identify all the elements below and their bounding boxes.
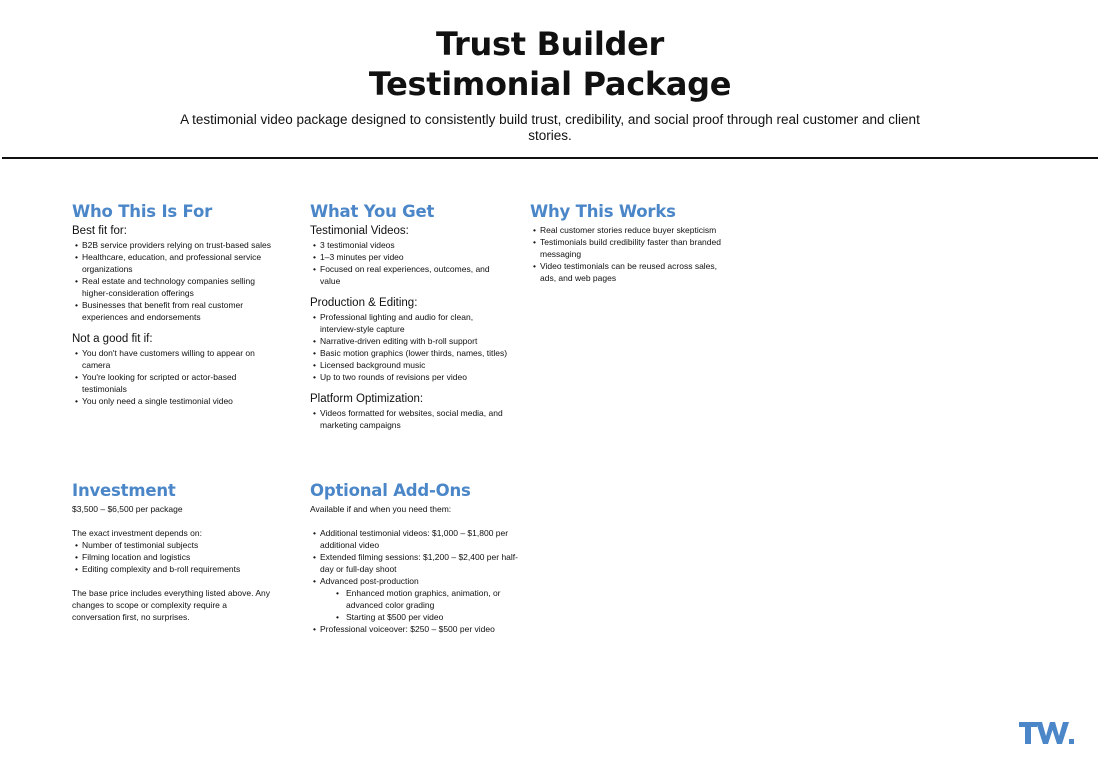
list-item: • Up to two rounds of revisions per video (310, 371, 510, 383)
list-item: • Filming location and logistics (72, 551, 277, 563)
addons-intro: Available if and when you need them: (310, 504, 452, 514)
list-item: • Professional lighting and audio for clean, interview-style capture (310, 311, 510, 335)
spacer (72, 515, 277, 527)
list-item: • Testimonials build credibility faster than branded messaging (530, 236, 735, 260)
section-heading: Why This Works (530, 202, 676, 221)
price-range: $3,500 – $6,500 per package (72, 504, 183, 514)
videos-label: Testimonial Videos: (310, 225, 409, 237)
list-item: • Number of testimonial subjects (72, 539, 277, 551)
list-item: • Additional testimonial videos: $1,000 – $1,800 per additional video (310, 527, 520, 551)
list-item: • Advanced post-production (310, 575, 520, 587)
list-item: • 1–3 minutes per video (310, 251, 510, 263)
production-list (310, 311, 510, 383)
list-item: • You're looking for scripted or actor-based testimonials (72, 371, 277, 395)
best-fit-label: Best fit for: (72, 225, 127, 237)
list-item: • Narrative-driven editing with b-roll support (310, 335, 510, 347)
section-heading: Who This Is For (72, 202, 213, 221)
addons-sublist (310, 587, 520, 623)
title-line-1: Trust Builder (436, 25, 664, 63)
not-fit-label: Not a good fit if: (72, 333, 153, 345)
production-label: Production & Editing: (310, 297, 418, 309)
addons-list (310, 527, 520, 587)
list-item: • You only need a single testimonial video (72, 395, 277, 407)
header-divider (2, 157, 1098, 159)
list-item: • Focused on real experiences, outcomes, and value (310, 263, 510, 287)
videos-list (310, 239, 510, 287)
spacer (310, 515, 520, 527)
section-what-you-get (310, 202, 510, 431)
title-line-2: Testimonial Package (368, 65, 732, 103)
page-subtitle: A testimonial video package designed to consistently build trust, credibility, and social proof through real customer and client stories. (180, 112, 920, 143)
list-item: • Starting at $500 per video (310, 611, 520, 623)
depends-label: The exact investment depends on: (72, 528, 202, 538)
section-investment (72, 481, 277, 623)
platform-list (310, 407, 510, 431)
platform-label: Platform Optimization: (310, 393, 424, 405)
section-who-this-is-for (72, 202, 277, 407)
list-item: • Licensed background music (310, 359, 510, 371)
page-title (0, 24, 1100, 104)
list-item: • Real customer stories reduce buyer skepticism (530, 224, 735, 236)
why-list (530, 224, 735, 284)
list-item: • Videos formatted for websites, social media, and marketing campaigns (310, 407, 510, 431)
spacer (72, 575, 277, 587)
list-item: • Professional voiceover: $250 – $500 per video (310, 623, 520, 635)
list-item: • 3 testimonial videos (310, 239, 510, 251)
best-fit-list (72, 239, 277, 323)
depends-list (72, 539, 277, 575)
addons-list-end (310, 623, 520, 635)
list-item: • Businesses that benefit from real customer experiences and endorsements (72, 299, 277, 323)
tw-logo-icon (1019, 722, 1075, 744)
list-item: • Extended filming sessions: $1,200 – $2,400 per half-day or full-day shoot (310, 551, 520, 575)
list-item: • Video testimonials can be reused across sales, ads, and web pages (530, 260, 735, 284)
section-optional-add-ons (310, 481, 520, 635)
list-item: • Healthcare, education, and professional service organizations (72, 251, 277, 275)
list-item: • B2B service providers relying on trust-based sales (72, 239, 277, 251)
page-header (0, 24, 1100, 144)
section-heading: Optional Add-Ons (310, 481, 471, 500)
section-heading: What You Get (310, 202, 435, 221)
list-item: • Basic motion graphics (lower thirds, names, titles) (310, 347, 510, 359)
not-fit-list (72, 347, 277, 407)
list-item: • Editing complexity and b-roll requirements (72, 563, 277, 575)
section-heading: Investment (72, 481, 176, 500)
section-why-this-works (530, 202, 735, 284)
list-item: • You don't have customers willing to appear on camera (72, 347, 277, 371)
list-item: • Enhanced motion graphics, animation, or advanced color grading (310, 587, 520, 611)
investment-note: The base price includes everything listed above. Any changes to scope or complexity require a conversation first, no surprises. (72, 588, 270, 622)
list-item: • Real estate and technology companies selling higher-consideration offerings (72, 275, 277, 299)
